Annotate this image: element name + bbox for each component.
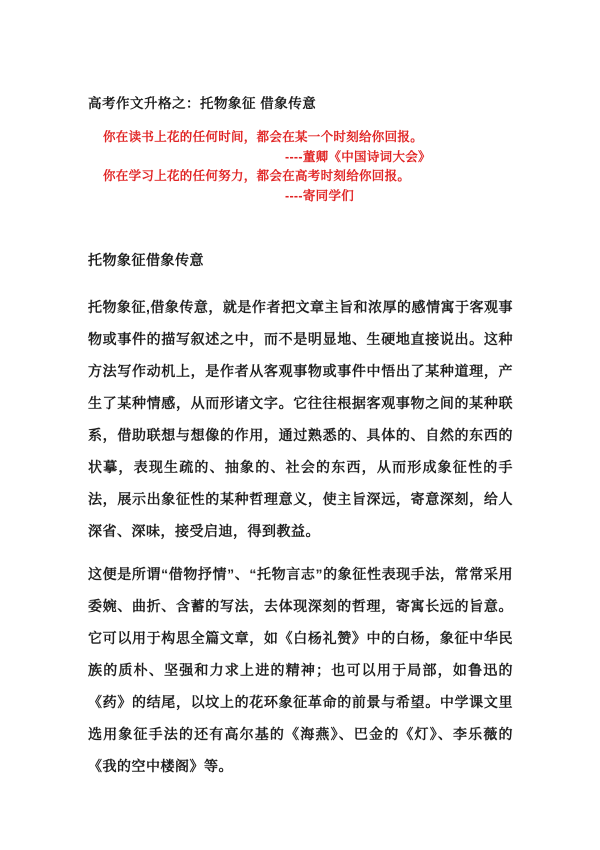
epigraph-quote-line: 你在读书上花的任何时间，都会在某一个时刻给你回报。 bbox=[103, 130, 424, 144]
body-paragraph: 这便是所谓“借物抒情”、“托物言志”的象征性表现手法，常常采用委婉、曲折、含蓄的写法，去体现深刻的哲理，寄寓长远的旨意。它可以用于构思全篇文章，如《白杨礼赞》中的白杨，象征中华民族的质朴、坚强和力求上进的精神；也可以用于局部，如鲁迅的《药》的结尾，以坟上的花环象征革命的前景与希望。中学课文里选用象征手法的还有高尔基的《海燕》、巴金的《灯》、李乐薇的《我的空中楼阁》等。 bbox=[88, 566, 513, 774]
epigraph-quote-line: 你在学习上花的任何努力，都会在高考时刻给你回报。 bbox=[103, 169, 411, 183]
body-text-block bbox=[88, 291, 513, 782]
body-paragraph: 托物象征,借象传意，就是作者把文章主旨和浓厚的感情寓于客观事物或事件的描写叙述之中，而不是明显地、生硬地直接说出。这种方法写作动机上，是作者从客观事物或事件中悟出了某种道理，产生了某种情感，从而形诸文字。它往往根据客观事物之间的某种联系，借助联想与想像的作用，通过熟悉的、具体的、自然的东西的状摹，表现生疏的、抽象的、社会的东西，从而形成象征性的手法，展示出象征性的某种哲理意义，使主旨深远，寄意深刻，给人深省、深味，接受启迪，得到教益。 bbox=[88, 299, 513, 539]
epigraph-block bbox=[88, 128, 518, 206]
document-title: 高考作文升格之：托物象征 借象传意 bbox=[88, 96, 317, 111]
section-heading: 托物象征借象传意 bbox=[88, 252, 204, 268]
epigraph-attribution-line: ----董卿《中国诗词大会》 bbox=[285, 149, 431, 164]
epigraph-attribution-line: ----寄同学们 bbox=[285, 188, 355, 203]
